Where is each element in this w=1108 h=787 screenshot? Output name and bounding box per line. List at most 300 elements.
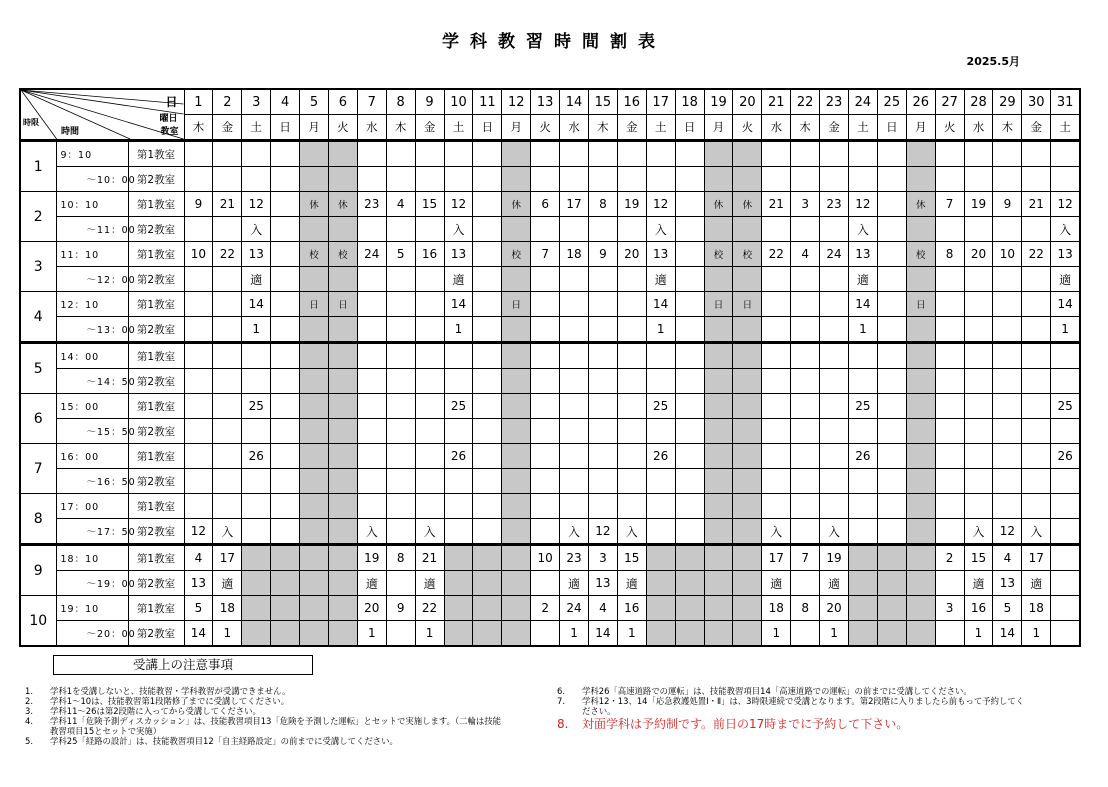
schedule-cell <box>242 571 271 596</box>
schedule-cell <box>993 217 1022 242</box>
schedule-cell: 10 <box>993 242 1022 267</box>
schedule-cell <box>1051 545 1080 571</box>
schedule-cell <box>964 444 993 469</box>
schedule-cell <box>733 469 762 494</box>
schedule-cell <box>328 571 357 596</box>
weekday-8: 木 <box>386 115 415 141</box>
schedule-cell <box>213 494 242 519</box>
schedule-cell <box>733 167 762 192</box>
schedule-cell <box>906 621 935 647</box>
schedule-cell: 22 <box>762 242 791 267</box>
schedule-cell: 1 <box>357 621 386 647</box>
schedule-cell <box>906 369 935 394</box>
day-number-8: 8 <box>386 89 415 115</box>
schedule-cell <box>300 469 329 494</box>
schedule-cell <box>271 217 300 242</box>
note-item <box>25 686 505 696</box>
schedule-cell <box>993 469 1022 494</box>
schedule-cell <box>617 394 646 419</box>
schedule-cell: 14 <box>242 292 271 317</box>
schedule-cell <box>473 242 502 267</box>
weekday-31: 土 <box>1051 115 1080 141</box>
schedule-cell <box>675 571 704 596</box>
schedule-cell <box>184 494 213 519</box>
schedule-cell: 25 <box>646 394 675 419</box>
room-name: 第2教室 <box>128 317 184 343</box>
schedule-cell <box>733 343 762 369</box>
schedule-cell <box>848 494 877 519</box>
month-label: 2025.5月 <box>966 55 1020 68</box>
schedule-cell <box>560 494 589 519</box>
schedule-cell <box>531 494 560 519</box>
schedule-cell <box>328 167 357 192</box>
room-name: 第2教室 <box>128 519 184 545</box>
schedule-cell <box>357 292 386 317</box>
schedule-cell <box>993 419 1022 444</box>
schedule-cell <box>386 217 415 242</box>
schedule-cell: 26 <box>848 444 877 469</box>
schedule-cell <box>848 519 877 545</box>
schedule-cell <box>993 394 1022 419</box>
schedule-cell <box>877 192 906 217</box>
schedule-cell <box>271 192 300 217</box>
schedule-cell <box>877 545 906 571</box>
schedule-cell <box>271 545 300 571</box>
schedule-cell <box>300 596 329 621</box>
schedule-cell <box>473 571 502 596</box>
schedule-cell <box>617 317 646 343</box>
period-start-time: 17：00 <box>56 494 128 519</box>
schedule-cell <box>964 217 993 242</box>
schedule-cell <box>242 545 271 571</box>
schedule-cell: 入 <box>762 519 791 545</box>
schedule-cell <box>820 292 849 317</box>
schedule-cell <box>328 519 357 545</box>
period-number: 8 <box>20 494 56 545</box>
schedule-cell: 1 <box>820 621 849 647</box>
schedule-cell <box>242 369 271 394</box>
schedule-cell <box>906 217 935 242</box>
schedule-cell <box>617 167 646 192</box>
day-number-28: 28 <box>964 89 993 115</box>
schedule-cell <box>588 369 617 394</box>
schedule-cell <box>1022 469 1051 494</box>
period-start-time: 9：10 <box>56 141 128 167</box>
schedule-cell: 12 <box>646 192 675 217</box>
schedule-cell <box>1051 621 1080 647</box>
schedule-cell: 10 <box>531 545 560 571</box>
schedule-cell: 入 <box>646 217 675 242</box>
schedule-cell <box>617 444 646 469</box>
schedule-cell: 21 <box>1022 192 1051 217</box>
schedule-cell <box>415 494 444 519</box>
schedule-cell <box>906 167 935 192</box>
schedule-cell <box>993 167 1022 192</box>
schedule-cell <box>531 369 560 394</box>
schedule-cell: 7 <box>791 545 820 571</box>
schedule-cell: 16 <box>415 242 444 267</box>
schedule-cell <box>328 494 357 519</box>
schedule-cell <box>300 444 329 469</box>
schedule-cell <box>242 343 271 369</box>
schedule-cell <box>935 317 964 343</box>
schedule-cell: 14 <box>993 621 1022 647</box>
note-item <box>25 706 505 716</box>
schedule-cell <box>444 343 473 369</box>
schedule-cell <box>560 419 589 444</box>
schedule-cell: 8 <box>935 242 964 267</box>
schedule-cell: 4 <box>993 545 1022 571</box>
schedule-cell <box>906 545 935 571</box>
schedule-cell <box>1022 141 1051 167</box>
schedule-cell <box>328 317 357 343</box>
schedule-cell <box>357 419 386 444</box>
schedule-cell <box>1022 419 1051 444</box>
schedule-cell <box>906 267 935 292</box>
schedule-cell <box>444 545 473 571</box>
schedule-cell <box>964 292 993 317</box>
schedule-cell: 7 <box>935 192 964 217</box>
room-name: 第1教室 <box>128 292 184 317</box>
room-name: 第1教室 <box>128 242 184 267</box>
schedule-cell <box>473 317 502 343</box>
day-number-16: 16 <box>617 89 646 115</box>
schedule-cell <box>560 217 589 242</box>
schedule-cell <box>588 419 617 444</box>
schedule-cell: 21 <box>762 192 791 217</box>
schedule-cell <box>415 419 444 444</box>
schedule-cell: 1 <box>848 317 877 343</box>
schedule-cell <box>762 317 791 343</box>
schedule-cell <box>415 469 444 494</box>
schedule-cell: 1 <box>415 621 444 647</box>
schedule-cell <box>675 394 704 419</box>
schedule-cell <box>964 369 993 394</box>
schedule-cell: 休 <box>502 192 531 217</box>
schedule-cell <box>762 394 791 419</box>
schedule-cell <box>357 167 386 192</box>
schedule-cell: 15 <box>617 545 646 571</box>
schedule-cell <box>877 394 906 419</box>
schedule-cell <box>242 621 271 647</box>
schedule-cell <box>328 141 357 167</box>
schedule-cell: 校 <box>502 242 531 267</box>
schedule-cell <box>646 621 675 647</box>
schedule-cell: 23 <box>560 545 589 571</box>
schedule-cell <box>242 167 271 192</box>
room-name: 第1教室 <box>128 192 184 217</box>
schedule-cell: 校 <box>704 242 733 267</box>
schedule-cell <box>213 369 242 394</box>
schedule-cell: 22 <box>415 596 444 621</box>
schedule-cell <box>184 419 213 444</box>
schedule-cell <box>791 317 820 343</box>
schedule-cell <box>704 494 733 519</box>
day-number-1: 1 <box>184 89 213 115</box>
schedule-cell <box>473 469 502 494</box>
schedule-cell: 12 <box>1051 192 1080 217</box>
schedule-cell <box>473 217 502 242</box>
weekday-1: 木 <box>184 115 213 141</box>
schedule-cell: 日 <box>328 292 357 317</box>
schedule-cell: 適 <box>646 267 675 292</box>
weekday-19: 月 <box>704 115 733 141</box>
period-number: 7 <box>20 444 56 494</box>
schedule-cell <box>213 317 242 343</box>
period-number: 5 <box>20 343 56 394</box>
schedule-cell: 日 <box>502 292 531 317</box>
weekday-18: 日 <box>675 115 704 141</box>
schedule-cell <box>733 369 762 394</box>
schedule-cell: 適 <box>964 571 993 596</box>
schedule-cell: 日 <box>300 292 329 317</box>
note-text: 対面学科は予約制です。前日の17時までに予約して下さい。 <box>582 717 909 731</box>
schedule-cell <box>704 317 733 343</box>
schedule-cell: 14 <box>184 621 213 647</box>
schedule-cell: 17 <box>762 545 791 571</box>
schedule-cell <box>328 343 357 369</box>
schedule-cell <box>733 545 762 571</box>
room-name: 第1教室 <box>128 494 184 519</box>
schedule-cell <box>357 444 386 469</box>
schedule-cell: 24 <box>357 242 386 267</box>
schedule-cell <box>675 419 704 444</box>
schedule-cell <box>271 571 300 596</box>
schedule-cell <box>502 217 531 242</box>
schedule-cell <box>531 469 560 494</box>
schedule-cell <box>300 494 329 519</box>
period-end-time: ～15：50 <box>56 419 128 444</box>
schedule-cell: 1 <box>964 621 993 647</box>
schedule-cell: 休 <box>906 192 935 217</box>
schedule-cell: 20 <box>617 242 646 267</box>
period-start-time: 10：10 <box>56 192 128 217</box>
schedule-cell <box>271 596 300 621</box>
schedule-cell <box>820 343 849 369</box>
weekday-15: 木 <box>588 115 617 141</box>
schedule-cell <box>560 141 589 167</box>
weekday-9: 金 <box>415 115 444 141</box>
schedule-cell <box>820 494 849 519</box>
schedule-cell <box>935 419 964 444</box>
schedule-cell <box>733 419 762 444</box>
schedule-cell <box>184 267 213 292</box>
schedule-cell <box>733 217 762 242</box>
day-number-27: 27 <box>935 89 964 115</box>
schedule-cell: 日 <box>733 292 762 317</box>
schedule-cell <box>271 267 300 292</box>
note-number: 1. <box>25 686 33 696</box>
schedule-cell: 1 <box>213 621 242 647</box>
schedule-cell <box>848 571 877 596</box>
schedule-cell: 18 <box>213 596 242 621</box>
schedule-cell <box>328 394 357 419</box>
day-number-23: 23 <box>820 89 849 115</box>
day-number-3: 3 <box>242 89 271 115</box>
schedule-cell: 適 <box>1051 267 1080 292</box>
schedule-cell: 適 <box>1022 571 1051 596</box>
schedule-cell <box>328 267 357 292</box>
day-number-21: 21 <box>762 89 791 115</box>
schedule-cell <box>791 141 820 167</box>
schedule-cell <box>906 141 935 167</box>
note-text: 学科25「経路の設計」は、技能教習項目12「自主経路設定」の前までに受講してください。 <box>50 736 398 746</box>
schedule-cell <box>531 394 560 419</box>
schedule-cell: 休 <box>328 192 357 217</box>
schedule-cell <box>1051 369 1080 394</box>
schedule-cell <box>935 444 964 469</box>
schedule-cell <box>415 369 444 394</box>
schedule-cell <box>935 469 964 494</box>
schedule-cell <box>588 141 617 167</box>
schedule-cell <box>588 167 617 192</box>
schedule-cell <box>473 141 502 167</box>
schedule-cell: 21 <box>415 545 444 571</box>
schedule-cell: 休 <box>300 192 329 217</box>
schedule-cell <box>993 317 1022 343</box>
schedule-cell <box>300 394 329 419</box>
schedule-cell <box>271 369 300 394</box>
schedule-cell <box>531 317 560 343</box>
schedule-cell <box>646 494 675 519</box>
schedule-cell: 14 <box>1051 292 1080 317</box>
schedule-cell <box>704 571 733 596</box>
period-end-time: ～12：00 <box>56 267 128 292</box>
schedule-cell <box>733 317 762 343</box>
schedule-cell <box>848 167 877 192</box>
schedule-cell <box>704 519 733 545</box>
schedule-cell <box>617 369 646 394</box>
day-label: 日 <box>165 95 178 109</box>
weekday-5: 月 <box>300 115 329 141</box>
schedule-cell <box>733 519 762 545</box>
schedule-cell: 校 <box>733 242 762 267</box>
schedule-cell <box>877 571 906 596</box>
schedule-cell: 15 <box>415 192 444 217</box>
schedule-cell: 18 <box>560 242 589 267</box>
schedule-cell <box>271 444 300 469</box>
schedule-cell: 適 <box>444 267 473 292</box>
schedule-cell <box>300 571 329 596</box>
schedule-cell <box>935 571 964 596</box>
schedule-cell <box>328 369 357 394</box>
schedule-cell: 15 <box>964 545 993 571</box>
schedule-cell <box>242 596 271 621</box>
weekday-23: 金 <box>820 115 849 141</box>
schedule-cell <box>473 394 502 419</box>
schedule-cell <box>560 267 589 292</box>
weekday-3: 土 <box>242 115 271 141</box>
schedule-cell <box>300 545 329 571</box>
notes-left-list <box>25 686 505 746</box>
schedule-cell <box>935 519 964 545</box>
period-number: 1 <box>20 141 56 192</box>
schedule-cell <box>791 394 820 419</box>
schedule-cell: 入 <box>617 519 646 545</box>
schedule-cell <box>733 494 762 519</box>
schedule-cell <box>271 419 300 444</box>
schedule-cell: 14 <box>848 292 877 317</box>
schedule-cell: 入 <box>444 217 473 242</box>
schedule-cell <box>184 343 213 369</box>
schedule-cell <box>877 494 906 519</box>
schedule-cell <box>791 494 820 519</box>
schedule-cell <box>213 343 242 369</box>
schedule-cell: 適 <box>357 571 386 596</box>
schedule-cell <box>531 419 560 444</box>
schedule-cell: 2 <box>935 545 964 571</box>
room-name: 第2教室 <box>128 369 184 394</box>
weekday-14: 水 <box>560 115 589 141</box>
schedule-cell <box>531 141 560 167</box>
schedule-cell <box>877 267 906 292</box>
schedule-cell: 1 <box>1022 621 1051 647</box>
schedule-cell <box>386 621 415 647</box>
schedule-cell: 入 <box>560 519 589 545</box>
room-name: 第2教室 <box>128 571 184 596</box>
notes-title: 受講上の注意事項 <box>53 655 313 675</box>
schedule-cell <box>877 444 906 469</box>
schedule-cell <box>184 292 213 317</box>
day-number-26: 26 <box>906 89 935 115</box>
room-name: 第1教室 <box>128 141 184 167</box>
schedule-cell: 6 <box>531 192 560 217</box>
schedule-cell <box>473 369 502 394</box>
schedule-cell <box>588 494 617 519</box>
schedule-cell <box>906 596 935 621</box>
schedule-cell: 1 <box>560 621 589 647</box>
schedule-cell: 10 <box>184 242 213 267</box>
schedule-cell <box>820 267 849 292</box>
schedule-cell <box>964 267 993 292</box>
period-end-time: ～20：00 <box>56 621 128 647</box>
schedule-cell <box>588 292 617 317</box>
schedule-cell: 5 <box>184 596 213 621</box>
schedule-cell <box>848 621 877 647</box>
schedule-cell <box>820 444 849 469</box>
schedule-cell <box>675 444 704 469</box>
schedule-cell <box>617 141 646 167</box>
weekday-28: 水 <box>964 115 993 141</box>
period-end-time: ～17：50 <box>56 519 128 545</box>
schedule-cell <box>502 545 531 571</box>
schedule-cell <box>560 292 589 317</box>
schedule-cell <box>675 369 704 394</box>
schedule-cell <box>993 267 1022 292</box>
schedule-cell <box>704 469 733 494</box>
period-end-time: ～19：00 <box>56 571 128 596</box>
schedule-cell <box>560 167 589 192</box>
schedule-cell: 19 <box>357 545 386 571</box>
schedule-cell <box>386 394 415 419</box>
schedule-cell <box>271 621 300 647</box>
schedule-cell: 4 <box>386 192 415 217</box>
schedule-cell <box>502 167 531 192</box>
schedule-cell <box>531 444 560 469</box>
schedule-cell <box>357 343 386 369</box>
schedule-cell: 26 <box>242 444 271 469</box>
schedule-cell <box>473 267 502 292</box>
schedule-cell <box>646 596 675 621</box>
schedule-cell: 1 <box>1051 317 1080 343</box>
schedule-cell <box>386 419 415 444</box>
schedule-cell <box>271 317 300 343</box>
schedule-cell: 5 <box>386 242 415 267</box>
schedule-cell: 12 <box>993 519 1022 545</box>
period-number: 3 <box>20 242 56 292</box>
schedule-cell: 13 <box>588 571 617 596</box>
schedule-cell <box>415 292 444 317</box>
